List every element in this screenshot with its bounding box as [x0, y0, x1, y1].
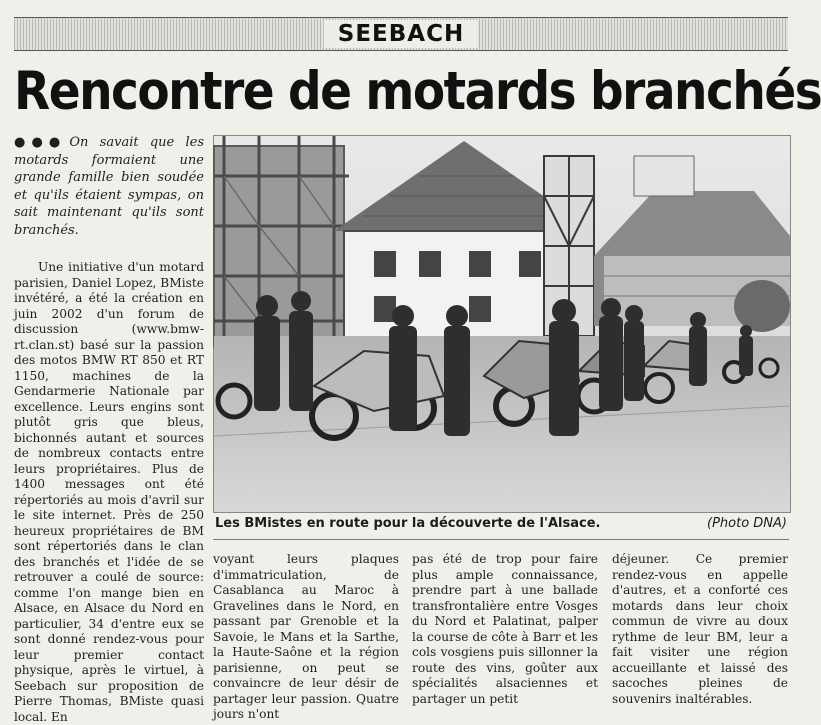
motorcyclists-photo-illustration	[214, 136, 790, 512]
section-band	[14, 17, 788, 51]
photo-credit: (Photo DNA)	[707, 516, 787, 531]
headline: Rencontre de motards branchés	[14, 60, 821, 123]
article-column-2	[213, 552, 399, 721]
bullet-dots: ●●●	[14, 135, 67, 150]
article-photo	[213, 135, 791, 513]
article-column-1	[14, 260, 204, 724]
photo-caption	[213, 513, 789, 535]
intro-paragraph	[14, 134, 204, 240]
article-text-3: pas été de trop pour faire plus ample connaissance, prendre part à une ballade transfrontalière entre Vosges du Nord et Palatinat, palper la course de côte à Barr et les cols vosgiens puis sillonner la route des vins, goûter aux spécialités alsaciennes et partager un petit	[412, 552, 598, 706]
caption-text: Les BMistes en route pour la découverte de l'Alsace.	[215, 516, 601, 531]
section-label: SEEBACH	[324, 20, 478, 48]
article-text-4: déjeuner. Ce premier rendez-vous en appelle d'autres, et a conforté ces motards dans leur choix commun de vivre au doux rythme de leur BM, leur a fait visiter une région accueillante et laissé des sacoches pleines de souvenirs inaltérables.	[612, 552, 788, 706]
article-column-4	[612, 552, 788, 706]
caption-rule	[213, 539, 789, 540]
article-column-3	[412, 552, 598, 706]
intro-text: On savait que les motards formaient une grande famille bien soudée et qu'ils étaient sympas, on sait maintenant qu'ils sont branchés.	[14, 135, 204, 238]
article-text-1: Une initiative d'un motard parisien, Daniel Lopez, BMiste invétéré, a été la création en juin 2002 d'un forum de discussion (www.bmw-rt.clan.st) basé sur la passion des motos BMW RT 850 et RT 1150, machines de la Gendarmerie Nationale par excellence. Leurs engins sont plutôt gris que bleus, bichonnés autant et sources de nombreux contacts entre leurs propriétaires. Plus de 1400 messages ont été répertoriés au mois d'avril sur le site internet. Près de 250 heureux propriétaires de BM sont répertoriés dans le clan des branchés et l'idée de se retrouver a coulé de source: comme l'on mange bien en Alsace, en Alsace du Nord en particulier, 34 d'entre eux se sont donné rendez-vous pour leur premier contact physique, après le virtuel, à Seebach sur proposition de Pierre Thomas, BMiste quasi local. En	[14, 260, 204, 724]
article-text-2: voyant leurs plaques d'immatriculation, de Casablanca au Maroc à Gravelines dans le Nord, en passant par Grenoble et la Savoie, le Mans et la Sarthe, la Haute-Saône et la région parisienne, on peut se convaincre de leur désir de partager leur passion. Quatre jours n'ont	[213, 552, 399, 721]
